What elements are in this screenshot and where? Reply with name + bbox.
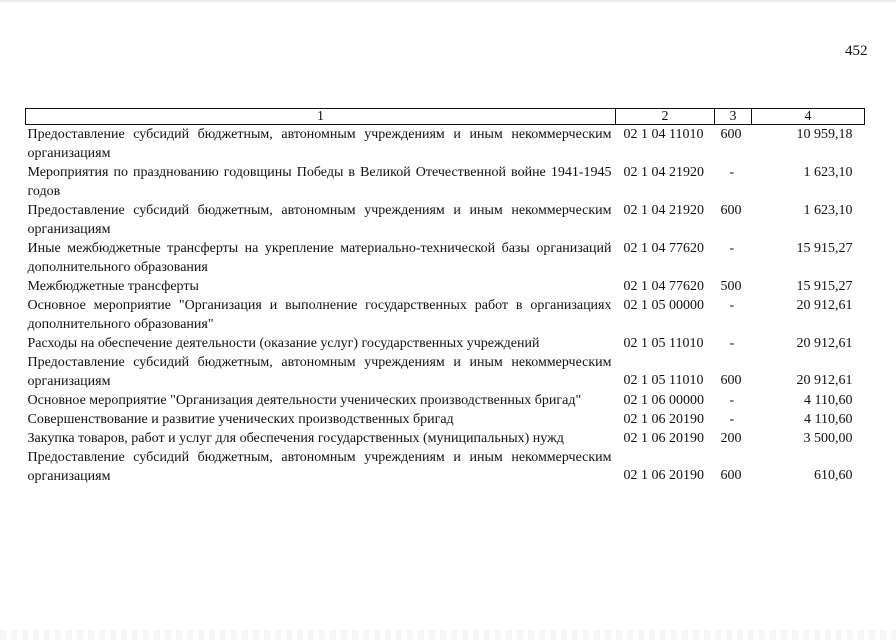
- row-expense-type: 600: [720, 468, 742, 483]
- row-code: 02 1 04 77620: [623, 279, 704, 294]
- row-code: 02 1 06 00000: [623, 393, 704, 408]
- row-code: 02 1 05 00000: [623, 298, 704, 313]
- table-row: [26, 448, 865, 486]
- row-code: 02 1 06 20190: [623, 412, 704, 427]
- table-row: [26, 296, 865, 334]
- row-code: 02 1 04 11010: [623, 127, 704, 142]
- table-row: [26, 201, 865, 239]
- row-sum: 15 915,27: [796, 279, 853, 294]
- table-row: [26, 410, 865, 429]
- row-sum: 1 623,10: [803, 165, 853, 180]
- row-name: Закупка товаров, работ и услуг для обеспечения государственных (муниципальных) нужд: [27, 431, 564, 446]
- page-number: 452: [845, 43, 868, 59]
- row-name: Предоставление субсидий бюджетным, автономным учреждениям и иным некоммерческим организациям: [27, 127, 612, 161]
- row-sum: 610,60: [814, 468, 853, 483]
- row-name: Предоставление субсидий бюджетным, автономным учреждениям и иным некоммерческим организациям: [27, 450, 612, 484]
- header-col-2: 2: [616, 109, 715, 125]
- row-code: 02 1 05 11010: [623, 336, 704, 351]
- table-body: [26, 125, 865, 487]
- row-sum: 4 110,60: [804, 393, 853, 408]
- table-row: [26, 353, 865, 391]
- row-name: Расходы на обеспечение деятельности (оказание услуг) государственных учреждений: [27, 336, 540, 351]
- row-sum: 20 912,61: [796, 336, 853, 351]
- row-code: 02 1 06 20190: [623, 468, 704, 483]
- row-expense-type: 600: [720, 373, 742, 388]
- table-row: [26, 391, 865, 410]
- header-row: [26, 109, 865, 125]
- row-expense-type: 600: [720, 127, 742, 142]
- row-name: Предоставление субсидий бюджетным, автономным учреждениям и иным некоммерческим организациям: [27, 203, 612, 237]
- row-code: 02 1 04 77620: [623, 241, 704, 256]
- row-name: Предоставление субсидий бюджетным, автономным учреждениям и иным некоммерческим организациям: [27, 355, 612, 389]
- row-expense-type: -: [729, 241, 735, 256]
- table-row: [26, 125, 865, 164]
- table-row: [26, 239, 865, 277]
- row-sum: 15 915,27: [796, 241, 853, 256]
- row-code: 02 1 05 11010: [623, 373, 704, 388]
- row-sum: 1 623,10: [803, 203, 853, 218]
- table-row: [26, 334, 865, 353]
- row-name: Основное мероприятие "Организация деятельности ученических производственных бригад": [27, 393, 582, 408]
- header-col-4: 4: [752, 109, 865, 125]
- row-name: Межбюджетные трансферты: [27, 279, 199, 294]
- row-sum: 4 110,60: [804, 412, 853, 427]
- scan-edge-bottom: [0, 630, 896, 640]
- budget-table: [25, 108, 865, 486]
- row-expense-type: 500: [720, 279, 742, 294]
- table-header: [26, 109, 865, 125]
- row-code: 02 1 04 21920: [623, 165, 704, 180]
- row-sum: 20 912,61: [796, 298, 853, 313]
- header-col-1: 1: [26, 109, 616, 125]
- row-name: Совершенствование и развитие ученических производственных бригад: [27, 412, 454, 427]
- row-sum: 3 500,00: [803, 431, 853, 446]
- row-expense-type: 600: [720, 203, 742, 218]
- row-expense-type: 200: [720, 431, 742, 446]
- row-name: Иные межбюджетные трансферты на укрепление материально-технической базы организаций дополнительного образования: [27, 241, 612, 275]
- table-row: [26, 163, 865, 201]
- row-expense-type: -: [729, 412, 735, 427]
- row-code: 02 1 06 20190: [623, 431, 704, 446]
- row-code: 02 1 04 21920: [623, 203, 704, 218]
- row-expense-type: -: [729, 298, 735, 313]
- table-row: [26, 277, 865, 296]
- table-row: [26, 429, 865, 448]
- row-expense-type: -: [729, 393, 735, 408]
- row-name: Мероприятия по празднованию годовщины Победы в Великой Отечественной войне 1941-1945 годов: [27, 165, 612, 199]
- row-expense-type: -: [729, 336, 735, 351]
- row-sum: 20 912,61: [796, 373, 853, 388]
- scan-edge-top: [0, 0, 896, 3]
- row-sum: 10 959,18: [796, 127, 853, 142]
- row-name: Основное мероприятие "Организация и выполнение государственных работ в организациях дополнительного образования": [27, 298, 612, 332]
- row-expense-type: -: [729, 165, 735, 180]
- header-col-3: 3: [715, 109, 752, 125]
